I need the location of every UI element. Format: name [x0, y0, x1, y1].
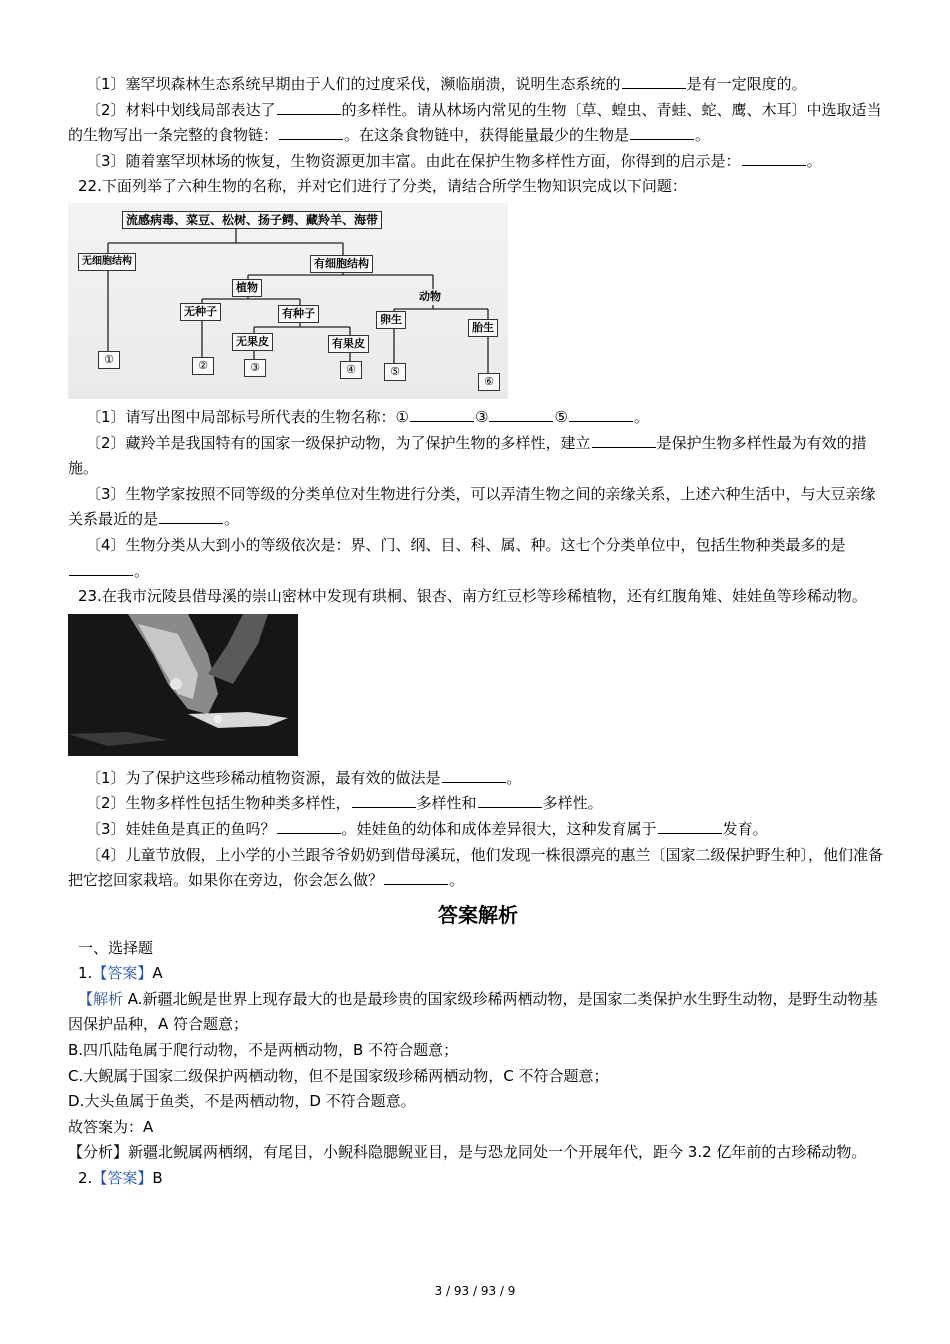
tree-has-cell-node: 有细胞结构 — [310, 255, 373, 273]
answer-blank[interactable] — [69, 561, 133, 576]
answer-blank[interactable] — [630, 125, 694, 140]
answer-1-option-b: B.四爪陆龟属于爬行动物，不是两栖动物，B 不符合题意； — [68, 1041, 459, 1060]
answers-section: 一、选择题 — [78, 938, 154, 957]
answer-blank[interactable] — [410, 407, 474, 422]
answer-blank[interactable] — [592, 433, 656, 448]
giant-salamander-photo — [68, 614, 298, 756]
q22-intro: 22.下面列举了六种生物的名称，并对它们进行了分类，请结合所学生物知识完成以下问题： — [78, 177, 687, 196]
q22-part2: 〔2〕藏羚羊是我国特有的国家一级保护动物，为了保护生物的多样性，建立 是保护生物多样性最为有效的措施。 — [68, 433, 867, 478]
answer-blank[interactable] — [352, 793, 416, 808]
answer-blank[interactable] — [277, 819, 341, 834]
classification-tree-figure — [68, 203, 508, 399]
answer-blank[interactable] — [159, 509, 223, 524]
tree-leaf-3: ③ — [244, 359, 266, 377]
q21-part1: 〔1〕塞罕坝森林生态系统早期由于人们的过度采伐，濒临崩溃，说明生态系统的 是有一定限度的。 — [86, 75, 807, 93]
q22-part4: 〔4〕生物分类从大到小的等级依次是：界、门、纲、目、科、属、种。这七个分类单位中，包括生物种类最多的是。 — [68, 533, 888, 584]
tree-oviparous-node: 卵生 — [376, 311, 406, 329]
q21-part2: 〔2〕材料中划线局部表达了 的多样性。请从林场内常见的生物〔草、蝗虫、青蛙、蛇、鹰、木耳〕中选取适当的生物写出一条完整的食物链： 。在这条食物链中，获得能量最少的生物是 。 — [68, 100, 882, 145]
photo-image — [68, 614, 298, 756]
answer-blank[interactable] — [569, 407, 633, 422]
q23-part4: 〔4〕儿童节放假，上小学的小兰跟爷爷奶奶到借母溪玩，他们发现一株很漂亮的惠兰〔国家二级保护野生种〕，他们准备把它挖回家栽培。如果你在旁边，你会怎么做？ 。 — [68, 845, 884, 890]
q21-part3: 〔3〕随着塞罕坝林场的恢复，生物资源更加丰富。由此在保护生物多样性方面，你得到的启示是： 。 — [86, 151, 822, 170]
answer-2: 2.【答案】B — [78, 1169, 163, 1188]
answer-blank[interactable] — [442, 768, 506, 783]
page-footer: 3 / 93 / 93 / 9 — [434, 1284, 516, 1298]
q22-part3: 〔3〕生物学家按照不同等级的分类单位对生物进行分类，可以弄清生物之间的亲缘关系，上述六种生活中，与大豆亲缘关系最近的是 。 — [68, 484, 876, 529]
tree-plant-node: 植物 — [232, 279, 262, 297]
tree-root-node: 流感病毒、菜豆、松树、扬子鳄、藏羚羊、海带 — [122, 211, 382, 229]
q22-part1: 〔1〕请写出图中局部标号所代表的生物名称：① ③ ⑤ 。 — [86, 407, 649, 426]
tree-leaf-1: ① — [98, 351, 120, 369]
q23-part2: 〔2〕生物多样性包括生物种类多样性， 多样性和 多样性。 — [86, 794, 603, 813]
tree-has-seed-node: 有种子 — [278, 305, 319, 323]
answer-blank[interactable] — [279, 125, 343, 140]
answer-blank[interactable] — [489, 407, 553, 422]
tree-viviparous-node: 胎生 — [468, 319, 498, 337]
answer-1: 1.【答案】A — [78, 964, 163, 983]
answer-blank[interactable] — [478, 793, 542, 808]
tree-animal-node: 动物 — [419, 289, 441, 303]
answer-blank[interactable] — [658, 819, 722, 834]
answers-title: 答案解析 — [438, 902, 518, 927]
q23-part1: 〔1〕为了保护这些珍稀动植物资源，最有效的做法是 。 — [86, 768, 522, 787]
tree-no-cell-node: 无细胞结构 — [78, 253, 136, 271]
answer-1-option-d: D.大头鱼属于鱼类，不是两栖动物，D 不符合题意。 — [68, 1092, 416, 1111]
tree-no-peel-node: 无果皮 — [232, 333, 273, 351]
document-page — [68, 72, 888, 1192]
tree-leaf-2: ② — [192, 357, 214, 375]
answer-blank[interactable] — [384, 870, 448, 885]
q23-intro: 23.在我市沅陵县借母溪的崇山密林中发现有珙桐、银杏、南方红豆杉等珍稀植物，还有红腹角雉、娃娃鱼等珍稀动物。 — [78, 587, 867, 606]
q23-part3: 〔3〕娃娃鱼是真正的鱼吗？ 。娃娃鱼的幼体和成体差异很大，这种发育属于 发育。 — [86, 819, 768, 838]
answer-1-final: 故答案为：A — [68, 1117, 154, 1136]
answer-blank[interactable] — [277, 100, 341, 115]
answer-1-analysis: 【分析】新疆北鲵属两栖纲，有尾目，小鲵科隐腮鲵亚目，是与恐龙同处一个开展年代，距今 3.2 亿年前的古珍稀动物。 — [68, 1143, 867, 1162]
tree-leaf-4: ④ — [340, 361, 362, 379]
tree-leaf-5: ⑤ — [384, 363, 406, 381]
answer-1-explanation: 【解析 A.新疆北鲵是世界上现存最大的也是最珍贵的国家级珍稀两栖动物，是国家二类保护水生野生动物，是野生动物基因保护品种，A 符合题意； — [68, 989, 878, 1034]
tree-has-peel-node: 有果皮 — [328, 335, 369, 353]
answer-1-option-c: C.大鲵属于国家二级保护两栖动物，但不是国家级珍稀两栖动物，C 不符合题意； — [68, 1066, 609, 1085]
answer-blank[interactable] — [622, 74, 686, 89]
answer-blank[interactable] — [742, 151, 806, 166]
tree-leaf-6: ⑥ — [478, 373, 500, 391]
tree-no-seed-node: 无种子 — [180, 303, 221, 321]
